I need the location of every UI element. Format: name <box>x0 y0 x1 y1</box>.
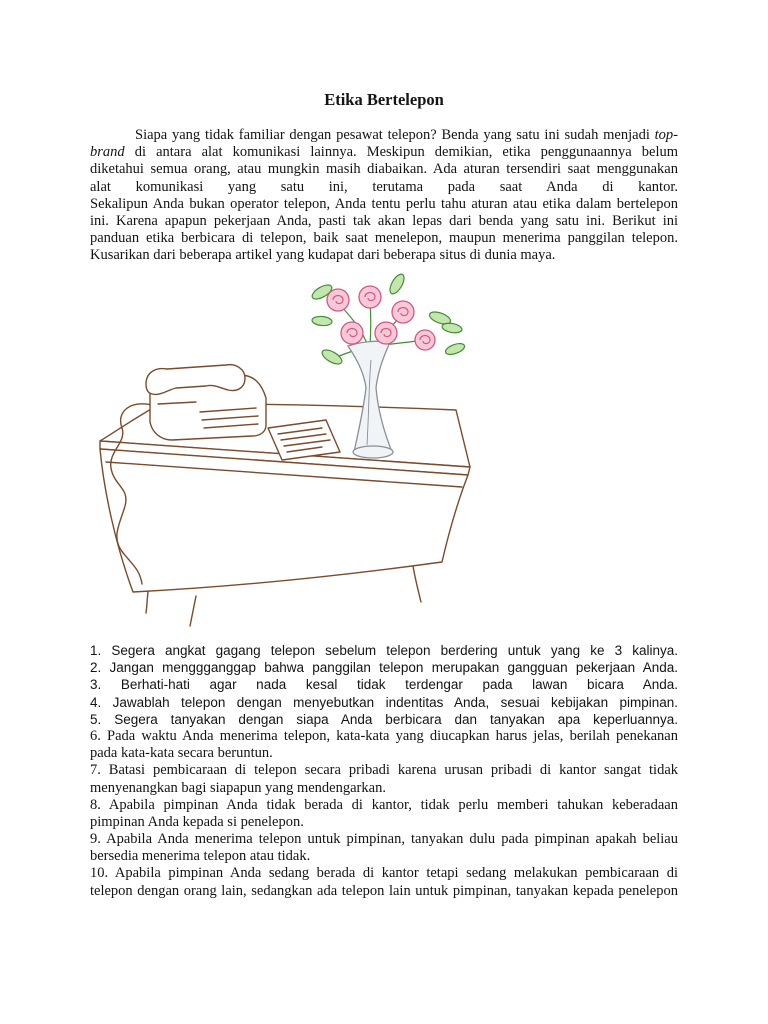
roses <box>327 286 435 350</box>
list-item-4 <box>90 694 678 711</box>
rose-petals <box>392 301 414 323</box>
list-item-text: Apabila Anda menerima telepon untuk pimpinan, tanyakan dulu pada pimpinan apakah beliau <box>106 831 678 848</box>
desk-leg-middle <box>190 596 196 626</box>
rose-petals <box>415 330 435 350</box>
list-item-number: 1. <box>90 643 102 658</box>
telephone <box>146 365 266 440</box>
list-item-number: 8. <box>90 796 101 813</box>
leaf <box>444 341 466 356</box>
intro-paragraph <box>90 127 678 265</box>
list-item-number: 2. <box>90 660 102 676</box>
list-item-5 <box>90 711 678 728</box>
list-item-text: Apabila pimpinan Anda tidak berada di kantor, tidak perlu memberi tahukan keberadaan <box>108 796 678 813</box>
list-item-2 <box>90 659 678 676</box>
intro-italic-term: brand <box>90 144 125 161</box>
leaves <box>310 272 466 367</box>
intro-line-text: Siapa yang tidak familiar dengan pesawat telepon? Benda yang satu ini sudah menjadi <box>135 127 650 143</box>
list-item-line <box>90 865 678 882</box>
list-item-text: Apabila pimpinan Anda sedang berada di kantor tetapi sedang melakukan pembicaraan di <box>114 865 678 882</box>
list-item-line: pada kata-kata secara beruntun. <box>90 745 273 762</box>
desk-leg-right <box>413 566 421 602</box>
list-item-text: Berhati-hati agar nada kesal tidak terdengar pada lawan bicara Anda. <box>120 677 678 693</box>
leaf <box>312 316 333 327</box>
list-item-text: Jawablah telepon dengan menyebutkan indentitas Anda, sesuai kebijakan pimpinan. <box>112 694 678 710</box>
list-item-1 <box>90 642 678 659</box>
list-item-text: Jangan menggganggap bahwa panggilan telepon merupakan gangguan pekerjaan Anda. <box>109 660 678 676</box>
rose-petals <box>327 289 349 311</box>
list-item-number: 5. <box>90 711 102 727</box>
list-item-text: Segera tanyakan dengan siapa Anda berbicara dan tanyakan apa keperluannya. <box>114 711 678 727</box>
intro-line-8: Kusarikan dari beberapa artikel yang kudapat dari beberapa situs di dunia maya. <box>90 247 556 264</box>
leaf <box>441 322 462 334</box>
list-item-9 <box>90 831 678 865</box>
list-item-text: Segera angkat gagang telepon sebelum telepon berdering untuk yang ke 3 kalinya. <box>111 643 678 658</box>
list-item-number: 10. <box>90 865 109 882</box>
intro-line-3: diketahui semua orang, atau mungkin masih diabaikan. Ada aturan tersendiri saat menggunakan <box>90 161 678 178</box>
list-item-line: telepon dengan orang lain, sedangkan ada telepon lain untuk pimpinan, tanyakan kepada penelepon <box>90 882 678 899</box>
rose <box>359 286 381 308</box>
list-item-text: Pada waktu Anda menerima telepon, kata-kata yang diucapkan harus jelas, berilah penekanan <box>107 727 678 744</box>
intro-line-5: Sekalipun Anda bukan operator telepon, Anda tentu perlu tahu aturan atau etika dalam bertelepon <box>90 195 678 212</box>
intro-line-6: ini. Karena apapun pekerjaan Anda, pasti tak akan lepas dari benda yang satu ini. Berikut ini <box>90 212 678 229</box>
list-item-6 <box>90 728 678 762</box>
intro-line-7: panduan etika berbicara di telepon, baik saat menelepon, maupun menerima panggilan telepon. <box>90 230 678 247</box>
desk-front-panel <box>100 449 468 592</box>
list-item-line <box>90 762 678 779</box>
list-item-number: 3. <box>90 677 102 693</box>
list-item-line: menyenangkan bagi siapapun yang mendengarkan. <box>90 779 386 796</box>
list-item-line <box>90 728 678 745</box>
list-item-line <box>90 831 678 848</box>
intro-line-text: di antara alat komunikasi lainnya. Meskipun demikian, etika penggunaannya belum <box>134 144 678 161</box>
list-item-text: Batasi pembicaraan di telepon secara pribadi karena urusan pribadi di kantor sangat tidak <box>108 762 679 779</box>
rose <box>375 322 397 344</box>
list-item-number: 7. <box>90 762 101 779</box>
intro-line-2 <box>90 144 678 161</box>
vase-foot <box>353 446 393 458</box>
leaf <box>320 347 344 367</box>
intro-line-4: alat komunikasi yang satu ini, terutama pada saat Anda di kantor. <box>90 178 678 195</box>
rose <box>415 330 435 350</box>
list-item-number: 6. <box>90 727 101 744</box>
list-item-10 <box>90 865 678 899</box>
rose-petals <box>375 322 397 344</box>
intro-line-1 <box>90 127 678 144</box>
rose <box>327 289 349 311</box>
list-item-number: 9. <box>90 831 101 848</box>
rose <box>341 322 363 344</box>
list-item-7 <box>90 762 678 796</box>
list-item-line: bersedia menerima telepon atau tidak. <box>90 848 311 865</box>
rose <box>392 301 414 323</box>
leaf <box>387 272 407 296</box>
list-item-line: pimpinan Anda kepada si penelepon. <box>90 813 304 830</box>
list-item-line <box>90 797 678 814</box>
rose-petals <box>359 286 381 308</box>
paper-sheet <box>268 420 340 460</box>
rose-petals <box>341 322 363 344</box>
document-title: Etika Bertelepon <box>324 90 444 109</box>
desk-leg-left <box>146 592 148 613</box>
desk-telephone-illustration <box>90 268 480 630</box>
intro-italic-term: top- <box>654 127 679 143</box>
list-item-8 <box>90 797 678 831</box>
list-item-3 <box>90 676 678 693</box>
etiquette-list <box>90 642 678 900</box>
list-item-number: 4. <box>90 694 102 710</box>
